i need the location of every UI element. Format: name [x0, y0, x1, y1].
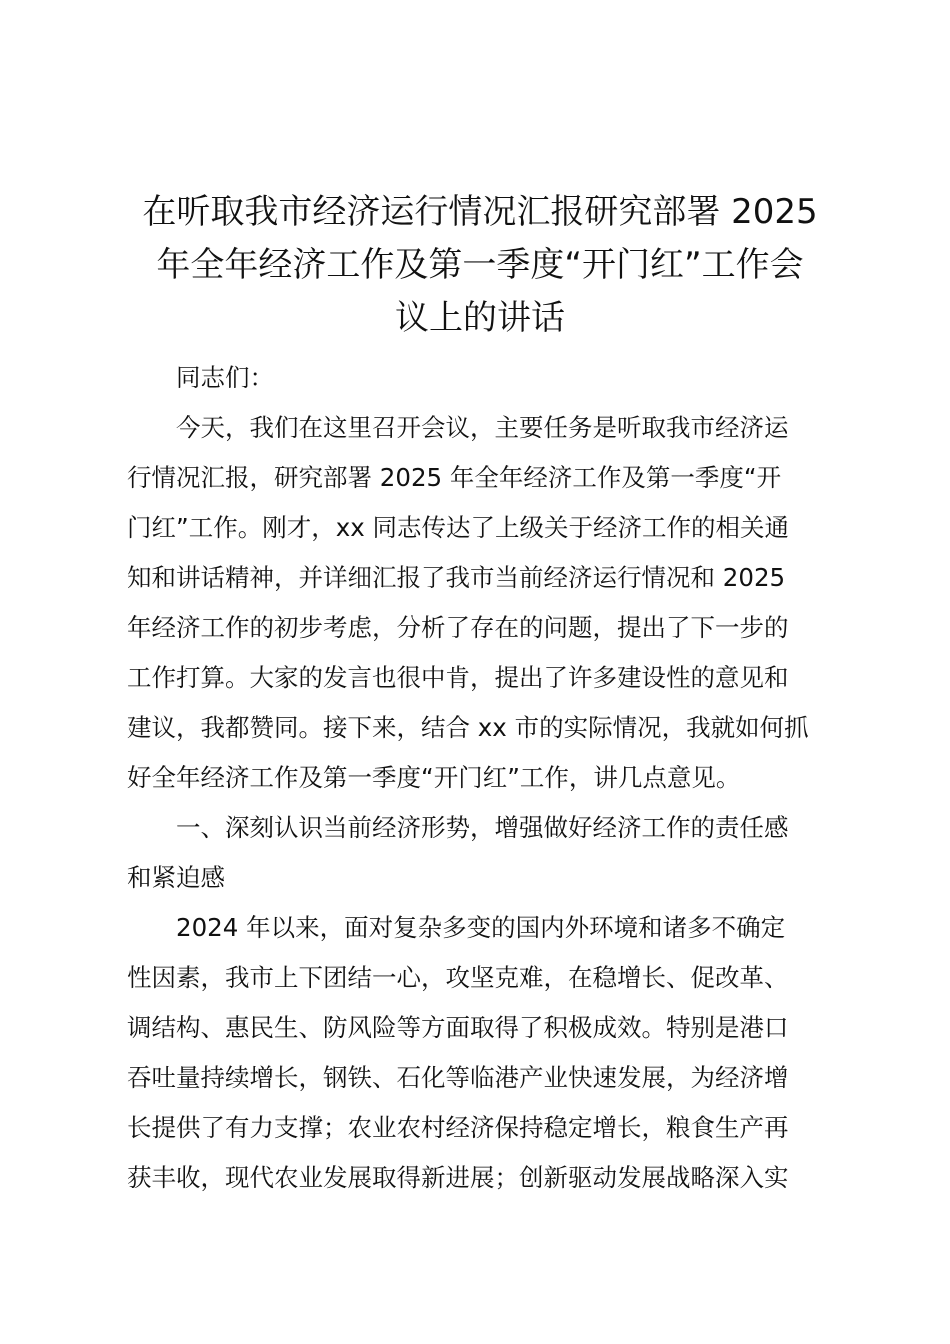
paragraph-line: 知和讲话精神，并详细汇报了我市当前经济运行情况和 2025: [127, 563, 786, 592]
heading-line: 和紧迫感: [127, 863, 225, 892]
document-body: [127, 186, 833, 1203]
heading-line: 一、深刻认识当前经济形势，增强做好经济工作的责任感: [176, 813, 789, 842]
paragraph-line: 性因素，我市上下团结一心，攻坚克难，在稳增长、促改革、: [127, 963, 789, 992]
paragraph-line: 获丰收，现代农业发展取得新进展；创新驱动发展战略深入实: [127, 1163, 789, 1192]
salutation-text: 同志们：: [176, 363, 274, 392]
paragraph-line: 吞吐量持续增长，钢铁、石化等临港产业快速发展，为经济增: [127, 1063, 789, 1092]
paragraph-line: 建议，我都赞同。接下来，结合 xx 市的实际情况，我就如何抓: [127, 713, 809, 742]
paragraph-line: 好全年经济工作及第一季度“开门红”工作，讲几点意见。: [127, 763, 741, 792]
paragraph-intro: [127, 403, 833, 803]
title-line: 年全年经济工作及第一季度“开门红”工作会: [156, 245, 804, 285]
salutation: [127, 353, 833, 403]
document-title: [127, 186, 833, 345]
paragraph-line: 门红”工作。刚才，xx 同志传达了上级关于经济工作的相关通: [127, 513, 789, 542]
title-line: 在听取我市经济运行情况汇报研究部署 2025: [142, 192, 818, 232]
paragraph-line: 今天，我们在这里召开会议，主要任务是听取我市经济运: [176, 413, 789, 442]
paragraph-line: 2024 年以来，面对复杂多变的国内外环境和诸多不确定: [176, 913, 786, 942]
title-line: 议上的讲话: [395, 298, 565, 338]
section-heading-1: [127, 803, 833, 903]
paragraph-2024-review: [127, 903, 833, 1203]
paragraph-line: 工作打算。大家的发言也很中肯，提出了许多建设性的意见和: [127, 663, 789, 692]
paragraph-line: 年经济工作的初步考虑，分析了存在的问题，提出了下一步的: [127, 613, 789, 642]
paragraph-line: 行情况汇报，研究部署 2025 年全年经济工作及第一季度“开: [127, 463, 782, 492]
paragraph-line: 调结构、惠民生、防风险等方面取得了积极成效。特别是港口: [127, 1013, 789, 1042]
paragraph-line: 长提供了有力支撑；农业农村经济保持稳定增长，粮食生产再: [127, 1113, 789, 1142]
